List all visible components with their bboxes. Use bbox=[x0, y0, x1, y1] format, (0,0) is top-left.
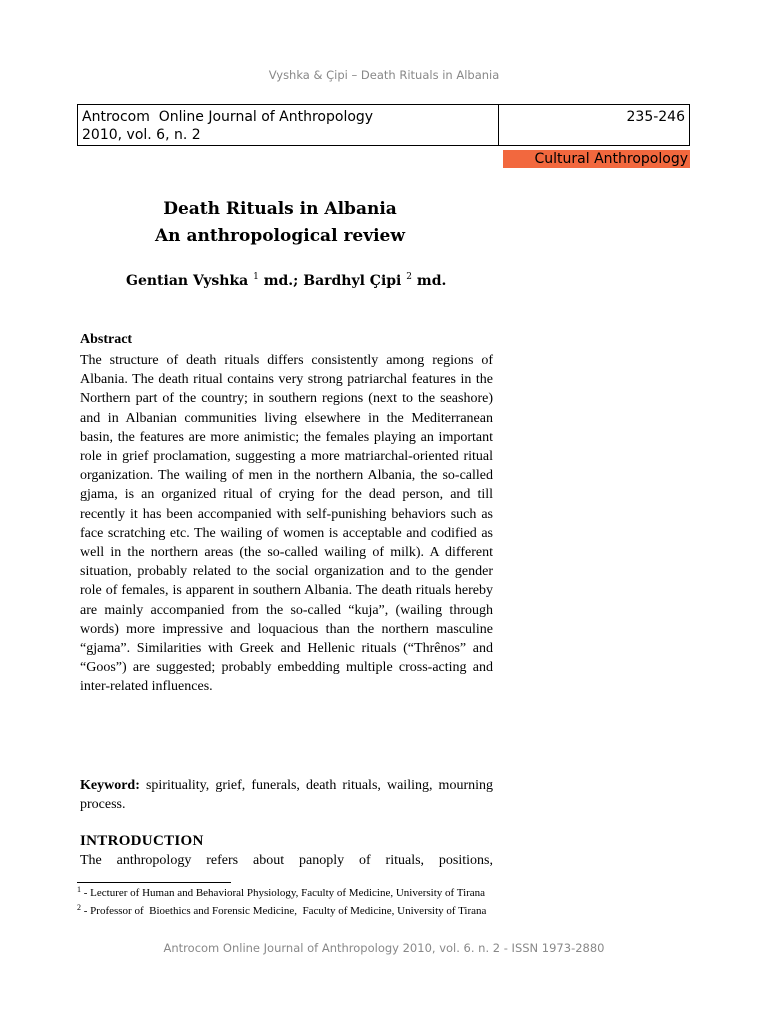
keywords bbox=[80, 776, 493, 814]
footnote-text: - Lecturer of Human and Behavioral Physiology, Faculty of Medicine, University of Tirana bbox=[81, 887, 486, 899]
running-footer: Antrocom Online Journal of Anthropology 2010, vol. 6. n. 2 - ISSN 1973-2880 bbox=[163, 941, 605, 955]
abstract-heading: Abstract bbox=[80, 332, 133, 347]
author-role: md.; bbox=[258, 273, 304, 289]
page-range: 235-246 bbox=[626, 109, 685, 125]
abstract-text: The structure of death rituals differs consistently among regions of Albania. The death ritual contains very strong patriarchal features in the Northern part of the country; in southern regions (next to the seashore) and in Albanian communities living elsewhere in the Mediterranean basin, the features are more animistic; the females playing an important role in grief proclamation, suggesting a more matriarchal-oriented ritual organization. The wailing of men in the northern Albania, the so-called gjama, is an organized ritual of crying for the dead person, and till recently it has been accompanied with self-punishing behaviors such as face scratching etc. The wailing of women is acceptable and codified as well in the northern areas (the so-called wailing of milk). A different situation, probably related to the social organization and to the gender role of females, is apparent in southern Albania. The death rituals hereby are mainly accompanied from the so-called “kuja”, (wailing through words) more impressive and loquacious than the northern masculine “gjama”. Similarities with Greek and Hellenic rituals (“Thrênos” and “Goos”) are suggested; probably embedding multiple cross-acting and inter-related influences. bbox=[80, 353, 493, 695]
footnote-marker: 1 bbox=[253, 272, 259, 282]
journal-info-box bbox=[77, 104, 690, 146]
footnote-2 bbox=[77, 905, 486, 917]
journal-name: Antrocom Online Journal of Anthropology bbox=[82, 109, 374, 125]
journal-citation bbox=[78, 105, 499, 145]
author-name: Bardhyl Çipi bbox=[303, 273, 402, 289]
paper-title: Death Rituals in Albania bbox=[163, 199, 397, 219]
footnote-divider bbox=[77, 882, 231, 883]
footnote-marker: 2 bbox=[406, 272, 412, 282]
footnote-marker: 1 bbox=[77, 885, 81, 894]
section-tag: Cultural Anthropology bbox=[503, 150, 690, 168]
author-name: Gentian Vyshka bbox=[126, 273, 249, 289]
footnote-text: - Professor of Bioethics and Forensic Medicine, Faculty of Medicine, University of Tirana bbox=[81, 905, 487, 917]
introduction-heading: INTRODUCTION bbox=[80, 833, 204, 849]
author-role: md. bbox=[412, 273, 447, 289]
footnote-1 bbox=[77, 887, 485, 899]
author-line bbox=[126, 273, 446, 289]
paper-subtitle: An anthropological review bbox=[154, 226, 406, 246]
running-header: Vyshka & Çipi – Death Rituals in Albania bbox=[268, 68, 500, 82]
keywords-label: Keyword: bbox=[80, 778, 140, 793]
keywords-text: spirituality, grief, funerals, death rituals, wailing, mourning process. bbox=[80, 778, 493, 813]
introduction-text: The anthropology refers about panoply of rituals, positions, bbox=[80, 853, 493, 868]
footnote-marker: 2 bbox=[77, 903, 81, 912]
journal-volume: 2010, vol. 6, n. 2 bbox=[82, 127, 201, 143]
